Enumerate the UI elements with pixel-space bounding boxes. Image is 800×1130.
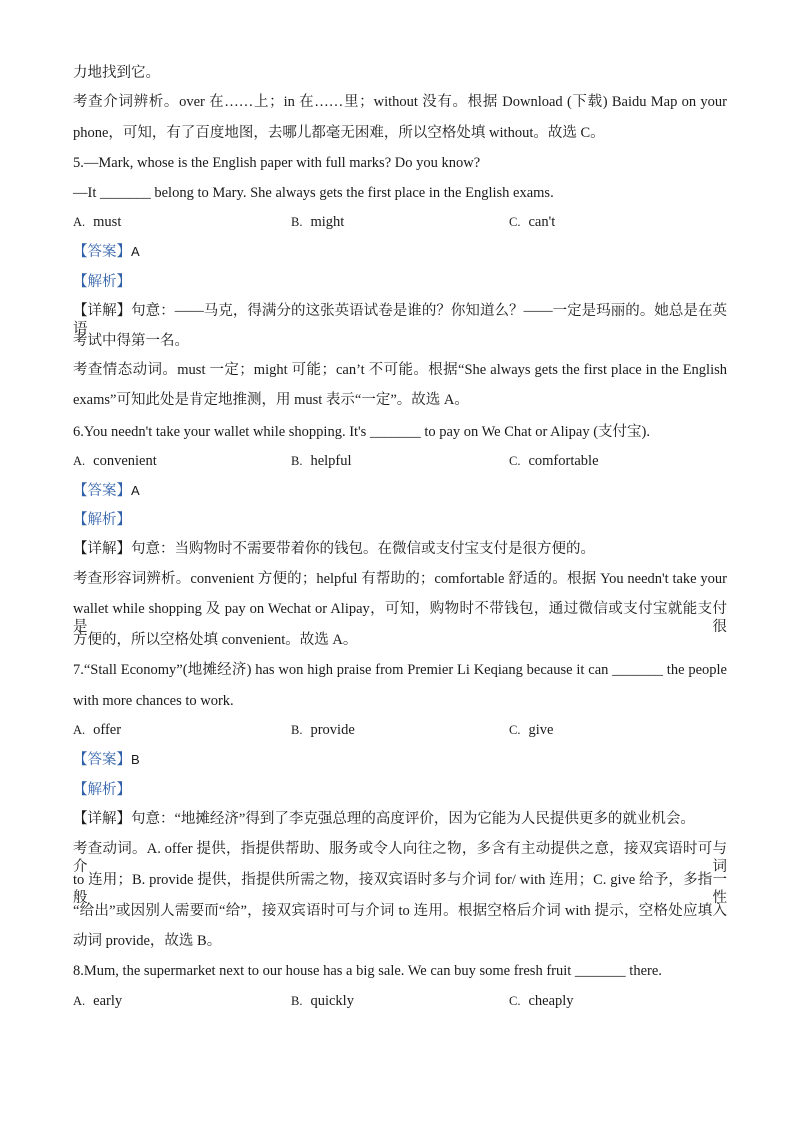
q7-detail-line2: 考查动词。A. offer 提供，指提供帮助、服务或令人向往之物，多含有主动提供之意，接双宾语时可与介词 <box>73 841 727 875</box>
q6-option-a: A. convenient <box>73 453 157 469</box>
q7-answer: 【答案】B <box>73 752 140 768</box>
q7-detail-line5: 动词 provide，故选 B。 <box>73 933 222 949</box>
q7-detail: 【详解】句意：“地摊经济”得到了李克强总理的高度评价，因为它能为人民提供更多的就业机会。 <box>73 811 695 827</box>
text-line: 力地找到它。 <box>73 65 160 81</box>
q6-option-b: B. helpful <box>291 453 352 469</box>
question-6-stem: 6.You needn't take your wallet while shopping. It's _______ to pay on We Chat or Alipay (支付宝). <box>73 424 651 440</box>
question-7-stem-line2: with more chances to work. <box>73 693 234 709</box>
text-line: 考查介词辨析。over 在……上；in 在……里；without 没有。根据 Download (下载) Baidu Map on your <box>73 94 727 110</box>
q8-option-a: A. early <box>73 993 123 1009</box>
q5-detail: 【详解】句意：——马克，得满分的这张英语试卷是谁的？你知道么？——一定是玛丽的。她总是在英语 <box>73 303 727 337</box>
q5-detail-line3: 考查情态动词。must 一定；might 可能；can’t 不可能。根据“She always gets the first place in the English <box>73 362 727 378</box>
q5-option-b: B. might <box>291 214 345 230</box>
text-line: phone，可知，有了百度地图，去哪儿都毫无困难，所以空格处填 without。故选 C。 <box>73 125 605 141</box>
q7-option-b: B. provide <box>291 722 355 738</box>
question-5-stem-line2: —It _______ belong to Mary. She always gets the first place in the English exams. <box>73 185 554 201</box>
question-8-stem: 8.Mum, the supermarket next to our house has a big sale. We can buy some fresh fruit _______ there. <box>73 963 662 979</box>
q5-detail-line4: exams”可知此处是肯定地推测，用 must 表示“一定”。故选 A。 <box>73 392 469 408</box>
q5-answer: 【答案】A <box>73 244 140 260</box>
q8-option-b: B. quickly <box>291 993 354 1009</box>
q7-option-a: A. offer <box>73 722 122 738</box>
q6-detail: 【详解】句意：当购物时不需要带着你的钱包。在微信或支付宝支付是很方便的。 <box>73 541 595 557</box>
q7-analysis-label: 【解析】 <box>73 782 131 798</box>
q6-detail-line4: 方便的，所以空格处填 convenient。故选 A。 <box>73 632 358 648</box>
q6-detail-line3: wallet while shopping 及 pay on Wechat or Alipay，可知，购物时不带钱包，通过微信或支付宝就能支付是很 <box>73 601 727 635</box>
question-5-stem: 5.—Mark, whose is the English paper with full marks? Do you know? <box>73 155 481 171</box>
q6-answer: 【答案】A <box>73 483 140 499</box>
q6-analysis-label: 【解析】 <box>73 512 131 528</box>
q5-option-a: A. must <box>73 214 122 230</box>
question-7-stem: 7.“Stall Economy”(地摊经济) has won high praise from Premier Li Keqiang because it can _______ the people <box>73 662 727 678</box>
q7-detail-line4: “给出”或因别人需要而“给”，接双宾语时可与介词 to 连用。根据空格后介词 with 提示，空格处应填入 <box>73 903 727 919</box>
q7-option-c: C. give <box>509 722 554 738</box>
q5-detail-line2: 考试中得第一名。 <box>73 333 189 349</box>
q6-detail-line2: 考查形容词辨析。convenient 方便的；helpful 有帮助的；comfortable 舒适的。根据 You needn't take your <box>73 571 727 587</box>
q5-option-c: C. can't <box>509 214 556 230</box>
q8-option-c: C. cheaply <box>509 993 574 1009</box>
q7-detail-line3: to 连用；B. provide 提供，指提供所需之物，接双宾语时多与介词 for/ with 连用；C. give 给予，多指一般性 <box>73 872 727 906</box>
q5-analysis-label: 【解析】 <box>73 274 131 290</box>
q6-option-c: C. comfortable <box>509 453 599 469</box>
